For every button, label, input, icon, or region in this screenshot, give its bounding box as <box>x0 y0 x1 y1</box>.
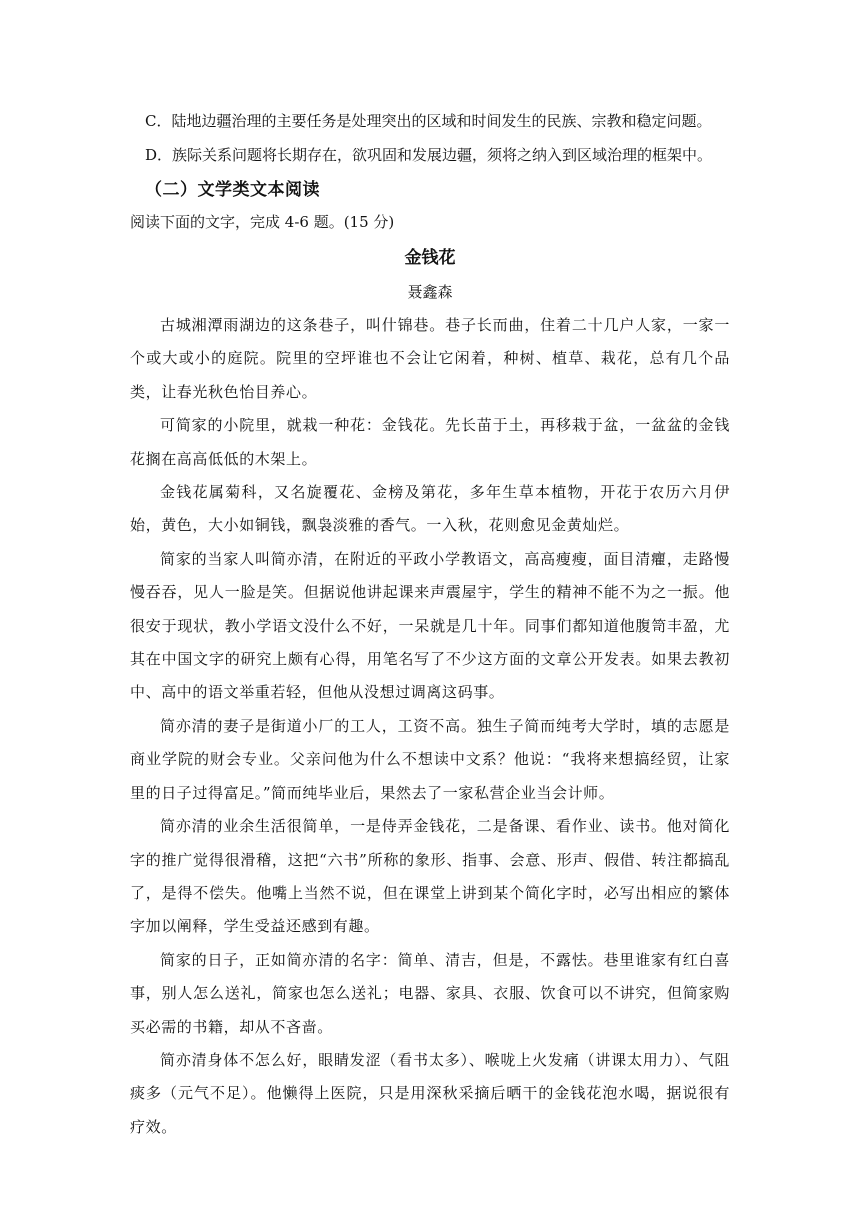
story-paragraph: 可简家的小院里，就栽一种花：金钱花。先长苗于土，再移栽于盆，一盆盆的金钱花搁在高高低低的木架上。 <box>130 416 730 468</box>
option-d: D．族际关系问题将长期存在，欲巩固和发展边疆，须将之纳入到区域治理的框架中。 <box>145 146 713 164</box>
story-author: 聂鑫森 <box>407 283 453 301</box>
story-paragraph: 古城湘潭雨湖边的这条巷子，叫什锦巷。巷子长而曲，住着二十几户人家，一家一个或大或小的庭院。院里的空坪谁也不会让它闲着，种树、植草、栽花，总有几个品类，让春光秋色怡目养心。 <box>130 316 730 401</box>
story-body <box>130 309 730 1144</box>
section-title: （二）文学类文本阅读 <box>145 180 320 200</box>
story-title: 金钱花 <box>404 248 456 268</box>
story-paragraph: 简家的当家人叫简亦清，在附近的平政小学教语文，高高瘦瘦，面目清癯，走路慢慢吞吞，见人一脸是笑。但据说他讲起课来声震屋宇，学生的精神不能不为之一振。他很安于现状，教小学语文没什么不好，一呆就是几十年。同事们都知道他腹笥丰盈，尤其在中国文字的研究上颇有心得，用笔名写了不少这方面的文章公开发表。如果去教初中、高中的语文举重若轻，但他从没想过调离这码事。 <box>130 549 730 702</box>
story-paragraph: 金钱花属菊科，又名旋覆花、金榜及第花，多年生草本植物，开花于农历六月伊始，黄色，大小如铜钱，飘袅淡雅的香气。一入秋，花则愈见金黄灿烂。 <box>130 483 730 535</box>
reading-instruction: 阅读下面的文字，完成 4-6 题。(15 分) <box>130 213 395 231</box>
story-paragraph: 简亦清的妻子是街道小厂的工人，工资不高。独生子简而纯考大学时，填的志愿是商业学院的财会专业。父亲问他为什么不想读中文系？他说：“我将来想搞经贸，让家里的日子过得富足。”简而纯毕业后，果然去了一家私营企业当会计师。 <box>130 716 730 802</box>
story-paragraph: 简家的日子，正如简亦清的名字：简单、清吉，但是，不露怯。巷里谁家有红白喜事，别人怎么送礼，简家也怎么送礼；电器、家具、衣服、饮食可以不讲究，但简家购买必需的书籍，却从不吝啬。 <box>130 950 730 1036</box>
option-c: C．陆地边疆治理的主要任务是处理突出的区域和时间发生的民族、宗教和稳定问题。 <box>145 112 712 130</box>
story-paragraph: 简亦清身体不怎么好，眼睛发涩（看书太多）、喉咙上火发痛（讲课太用力）、气阻痰多（元气不足）。他懒得上医院，只是用深秋采摘后晒干的金钱花泡水喝，据说很有疗效。 <box>130 1050 730 1136</box>
story-paragraph: 简亦清的业余生活很简单，一是侍弄金钱花，二是备课、看作业、读书。他对简化字的推广觉得很滑稽，这把“六书”所称的象形、指事、会意、形声、假借、转注都搞乱了，是得不偿失。他嘴上当然不说，但在课堂上讲到某个简化字时，必写出相应的繁体字加以阐释，学生受益还感到有趣。 <box>130 817 730 936</box>
